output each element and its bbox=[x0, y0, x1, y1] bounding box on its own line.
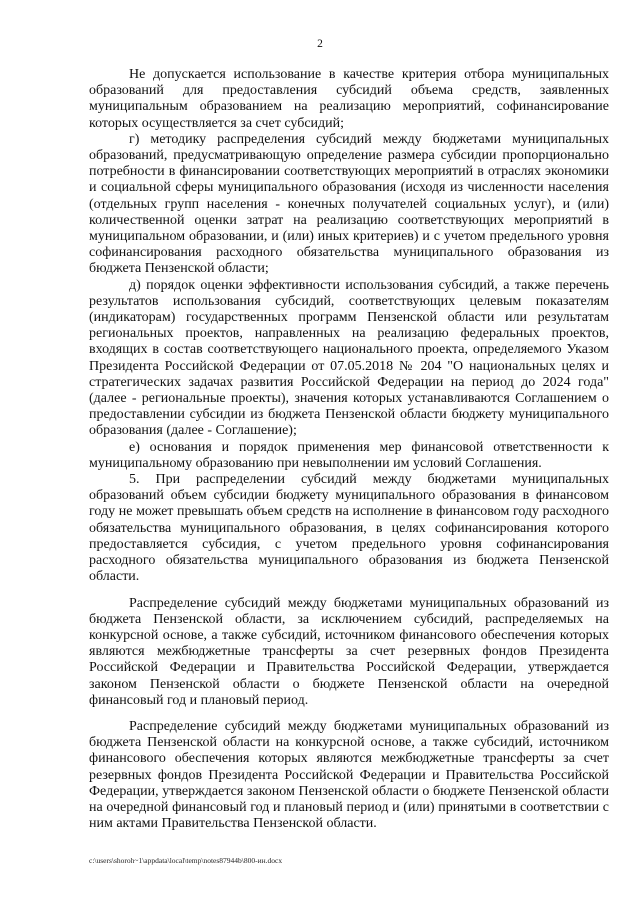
paragraph-item-d-efficiency: д) порядок оценки эффективности использования субсидий, а также перечень результатов использования субсидий, соответствующих целевым показателям (индикаторам) государственных программ Пензенской области или результатам региональных проектов, направленных на реализацию федеральных проектов, входящих в состав соответствующего национального проекта, определяемого Указом Президента Российской Федерации от 07.05.2018 № 204 "О национальных целях и стратегических задачах развития Российской Федерации на период до 2024 года" (далее - региональные проекты), значения которых устанавливаются Соглашением о предоставлении субсидии из бюджета Пензенской области бюджету муниципального образования (далее - Соглашение); bbox=[89, 277, 609, 439]
paragraph-item-e-liability: е) основания и порядок применения мер финансовой ответственности к муниципальному образованию при невыполнении им условий Соглашения. bbox=[89, 439, 609, 471]
paragraph-distribution-competitive: Распределение субсидий между бюджетами муниципальных образований из бюджета Пензенской области на конкурсной основе, а также субсидий, источником финансового обеспечения которых являются межбюджетные трансферты за счет резервных фондов Президента Российской Федерации и Правительства Российской Федерации, утверждается законом Пензенской области о бюджете Пензенской области на очередной финансовый год и плановый период и (или) принятыми в соответствии с ним актами Правительства Пензенской области. bbox=[89, 718, 609, 832]
page-number: 2 bbox=[317, 38, 323, 50]
footer-file-path: c:\users\shoroh~1\appdata\local\temp\notes87944b\800-ин.docx bbox=[89, 856, 283, 865]
paragraph-selection-criteria: Не допускается использование в качестве критерия отбора муниципальных образований для предоставления субсидий объема средств, заявленных муниципальным образованием на реализацию мероприятий, софинансирование которых осуществляется за счет субсидий; bbox=[89, 67, 609, 131]
paragraph-item-g-methodology: г) методику распределения субсидий между бюджетами муниципальных образований, предусматривающую определение размера субсидии пропорционально потребности в финансировании соответствующих мероприятий в отраслях экономики и социальной сферы муниципального образования (исходя из численности населения (отдельных групп населения - конечных получателей социальных услуг), и (или) количественной оценки затрат на реализацию соответствующих мероприятий в муниципальном образовании, и (или) иных критериев) и с учетом предельного уровня софинансирования расходного обязательства муниципального образования из бюджета Пензенской области; bbox=[89, 131, 609, 277]
paragraph-item-5-distribution: 5. При распределении субсидий между бюджетами муниципальных образований объем субсидии бюджету муниципального образования в финансовом году не может превышать объем средств на исполнение в финансовом году расходного обязательства муниципального образования, в целях софинансирования которого предоставляется субсидия, с учетом предельного уровня софинансирования расходного обязательства муниципального образования из бюджета Пензенской области. bbox=[89, 472, 609, 585]
paragraph-distribution-law: Распределение субсидий между бюджетами муниципальных образований из бюджета Пензенской области, за исключением субсидий, распределяемых на конкурсной основе, а также субсидий, источником финансового обеспечения которых являются межбюджетные трансферты за счет резервных фондов Президента Российской Федерации и Правительства Российской Федерации, утверждается законом Пензенской области о бюджете Пензенской области на очередной финансовый год и плановый период. bbox=[89, 595, 609, 708]
document-body bbox=[89, 67, 609, 832]
